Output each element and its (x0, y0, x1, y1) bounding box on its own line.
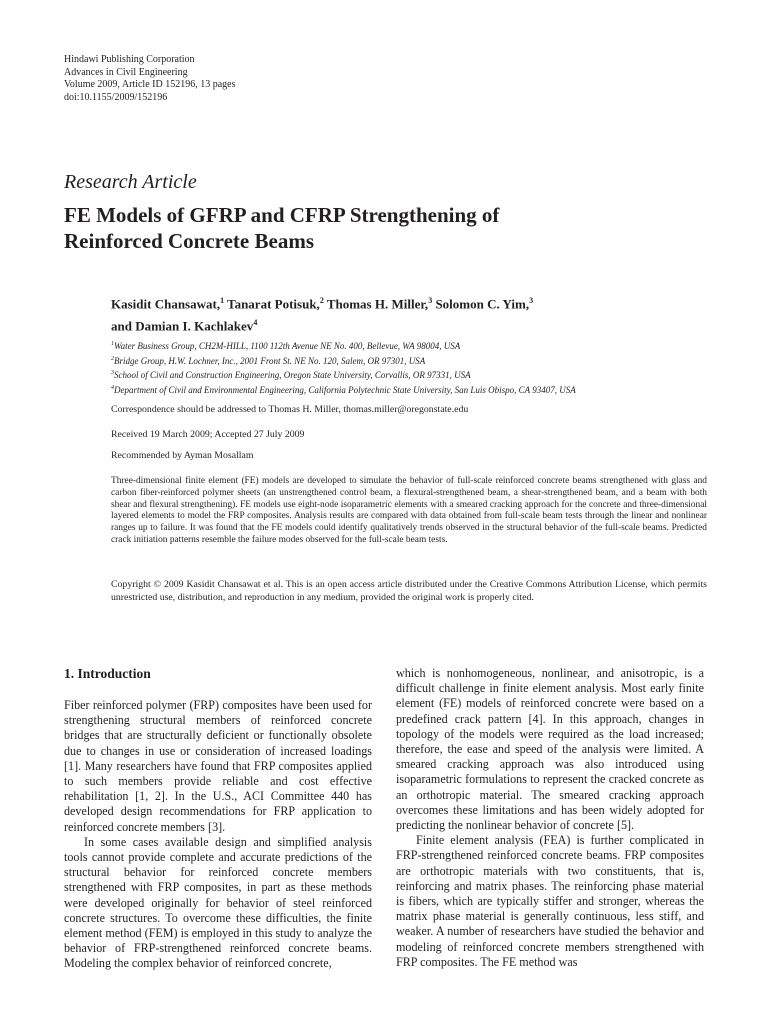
body-column-left (64, 666, 372, 972)
affiliation-text: School of Civil and Construction Engineering, Oregon State University, Corvallis, OR 97331, USA (114, 370, 471, 381)
affiliation (111, 338, 711, 353)
recommended-by: Recommended by Ayman Mosallam (111, 450, 254, 461)
author-line-1 (111, 292, 711, 314)
author-affil-sup: 4 (253, 317, 258, 327)
affiliation-number: 3 (111, 370, 114, 377)
doi[interactable]: doi:10.1155/2009/152196 (64, 91, 168, 103)
received-dates: Received 19 March 2009; Accepted 27 July 2009 (111, 429, 305, 440)
correspondence-line: Correspondence should be addressed to Thomas H. Miller, thomas.miller@oregonstate.edu (111, 404, 469, 415)
journal-header (64, 54, 235, 104)
affiliation-number: 4 (111, 385, 114, 392)
author-affil-sup: 3 (529, 296, 534, 305)
affiliation (111, 382, 711, 397)
journal-name: Advances in Civil Engineering (64, 66, 188, 78)
affiliation-number: 2 (111, 355, 114, 362)
affiliation-text: Bridge Group, H.W. Lochner, Inc., 2001 Front St. NE No. 120, Salem, OR 97301, USA (114, 355, 426, 366)
author-list (111, 292, 711, 336)
author-affil-sup: 1 (220, 296, 225, 305)
author-affil-sup: 3 (428, 296, 433, 305)
abstract-text: Three-dimensional finite element (FE) models are developed to simulate the behavior of full-scale reinforced concrete beams strengthened with glass and carbon fiber-reinforced polymer sheets (an unstrengthened control beam, a flexural-strengthened beam, a shear-strengthened beam, and a beam with both shear and flexural strengthening). FE models use eight-node isoparametric elements with a smeared cracking approach for the concrete and three-dimensional layered elements to model the FRP composites. Analysis results are compared with data obtained from full-scale beam tests through the linear and nonlinear ranges up to failure. It was found that the FE models could identify qualitatively trends observed in the structural behavior of the full-scale beams. Predicted crack initiation patterns resemble the failure modes observed for the full-scale beam tests. (111, 476, 707, 545)
author-affil-sup: 2 (319, 296, 324, 305)
affiliation-text: Department of Civil and Environmental Engineering, California Polytechnic State University, San Luis Obispo, CA 93407, USA (114, 385, 576, 396)
affiliation (111, 353, 711, 368)
body-column-right (396, 666, 704, 970)
author-name: Tanarat Potisuk, (227, 296, 320, 312)
body-paragraph: which is nonhomogeneous, nonlinear, and anisotropic, is a difficult challenge in finite element analysis. Most early finite element (FE) models of reinforced concrete were based on a predefined crack pattern [4]. In this approach, changes in topology of the models were required as the load increased; therefore, the ease and speed of the analysis were limited. A smeared cracking approach was also introduced using isoparametric formulations to represent the cracked concrete as an orthotropic material. The smeared cracking approach overcomes these limitations and has been widely adopted for predicting the nonlinear behavior of concrete [5]. (396, 666, 704, 833)
body-paragraph: Fiber reinforced polymer (FRP) composites have been used for strengthening structural members of reinforced concrete bridges that are structurally deficient or functionally obsolete due to changes in use or consideration of increased loadings [1]. Many researchers have found that FRP composites applied to such members provide reliable and cost effective rehabilitation [1, 2]. In the U.S., ACI Committee 440 has developed design recommendations for FRP application to reinforced concrete members [3]. (64, 698, 372, 834)
affiliation-list (111, 338, 711, 397)
section-heading: 1. Introduction (64, 666, 151, 681)
body-paragraph: Finite element analysis (FEA) is further complicated in FRP-strengthened reinforced concrete beams. FRP composites are orthotropic materials with two constituents, that is, reinforcing and matrix phases. The reinforcing phase material is fibers, which are typically stiffer and stronger, whereas the matrix phase material is generally continuous, less stiff, and weaker. A number of researchers have studied the behavior and modeling of reinforced concrete members strengthened with FRP composites. The FE method was (396, 833, 704, 969)
author-name: Kasidit Chansawat, (111, 296, 221, 312)
paper-title (64, 202, 704, 254)
affiliation-text: Water Business Group, CH2M-HILL, 1100 112th Avenue NE No. 400, Bellevue, WA 98004, USA (114, 341, 461, 351)
affiliation-number: 1 (111, 341, 114, 347)
body-paragraph: In some cases available design and simplified analysis tools cannot provide complete and accurate predictions of the structural behavior for reinforced concrete members strengthened with FRP composites, in part as these methods were developed originally for behavior of steel reinforced concrete structures. To overcome these difficulties, the finite element method (FEM) is employed in this study to analyze the behavior of FRP-strengthened reinforced concrete beams. Modeling the complex behavior of reinforced concrete, (64, 834, 372, 971)
copyright-notice: Copyright © 2009 Kasidit Chansawat et al. This is an open access article distributed under the Creative Commons Attribution License, which permits unrestricted use, distribution, and reproduction in any medium, provided the original work is properly cited. (111, 579, 707, 603)
affiliation (111, 367, 711, 382)
author-name: Thomas H. Miller, (326, 296, 429, 312)
author-name: Solomon C. Yim, (435, 296, 530, 312)
title-line-2: Reinforced Concrete Beams (64, 229, 314, 253)
title-line-1: FE Models of GFRP and CFRP Strengthening of (64, 203, 500, 227)
article-type: Research Article (64, 171, 197, 193)
publisher-name: Hindawi Publishing Corporation (64, 54, 195, 65)
volume-info: Volume 2009, Article ID 152196, 13 pages (64, 79, 236, 90)
author-line-2 (111, 314, 711, 336)
author-name: and Damian I. Kachlakev (111, 318, 254, 334)
